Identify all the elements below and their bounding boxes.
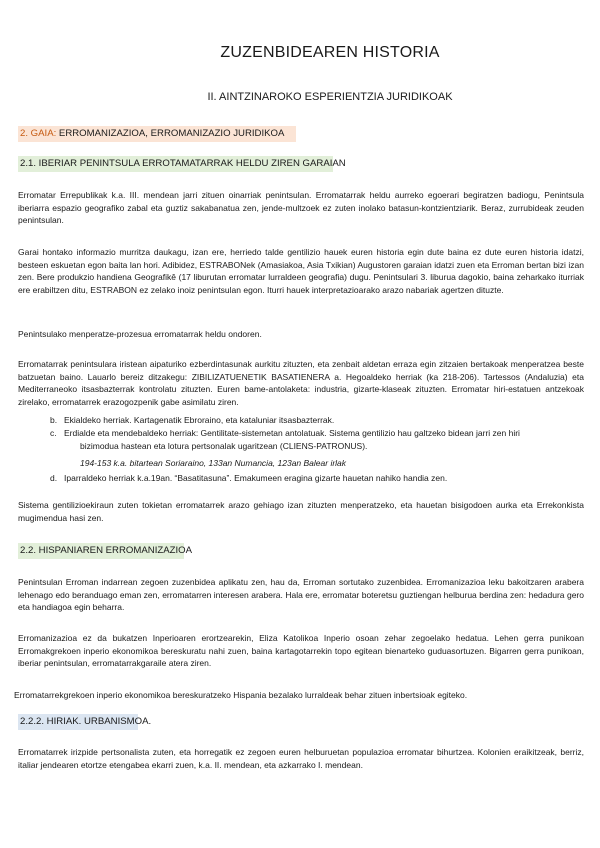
list-item-b — [50, 414, 584, 427]
document-title: ZUZENBIDEAREN HISTORIA — [220, 44, 440, 61]
chapter-text: ERROMANIZAZIOA, ERROMANIZAZIO JURIDIKOA — [56, 128, 285, 139]
list-marker-d: d. — [50, 473, 58, 483]
paragraph-7: Erromanizazioa ez da bukatzen Inperioaren erortzearekin, Eliza Katolikoa Inperio osoan zehar zegoelako hedatua. Lehen gerra punikoan Erromakgrekoen inperio ekonomikoa bereskuratu nahi zuen, baina kartagotarrekin topo egitean bienarteko guduasortuzen. Bigarren gerra punikoan, iberiar penintsulan, erromatarrakgaraile atera ziren. — [18, 633, 584, 669]
list-text-d: Iparraldeko herriak k.a.19an. “Basatitasuna”. Emakumeen eragina gizarte hauetan nahiko handia zen. — [64, 473, 448, 483]
section-heading-2-1: 2.1. IBERIAR PENINTSULA ERROTAMATARRAK HELDU ZIREN GARAIAN — [18, 156, 333, 172]
paragraph-1: Erromatar Errepublikak k.a. III. mendean jarri zituen oinarriak penintsulan. Erromatarrak heldu aurreko egoerari begiratzen badiogu, Penintsula iberiarra espazio geografiko zabal eta guztiz sakabanatua zen, jende-multzoek ez zuten inolako batasun-kontzientziarik. Beraz, zurrubideak zeuden penintsulan. — [18, 190, 584, 226]
paragraph-5: Sistema gentilizioekiraun zuten tokietan erromatarrek arazo gehiago izan zituzten menperatzeko, eta hauetan bisigodoen aurka eta Errekonkista mugimendua hasi zen. — [18, 500, 584, 523]
paragraph-6: Penintsulan Erroman indarrean zegoen zuzenbidea aplikatu zen, hau da, Erroman sortutako zuzenbidea. Erromanizazioa leku bakoitzaren arabera lehenago edo beranduago eman zen, erromatarren interesen arabera. Hala ere, erromatar boteretsu guztiengan helburua berdina zen: hedadura gero eta handiagoa egin beharra. — [18, 577, 584, 613]
list-text-c-line1: Erdialde eta mendebaldeko herriak: Gentilitate-sistemetan antolatuak. Sistema gentilizio hau galtzeko bidean jarri zen hiri — [64, 428, 520, 438]
list-item-d — [50, 472, 584, 485]
document-subtitle: II. AINTZINAROKO ESPERIENTZIA JURIDIKOAK — [207, 91, 453, 103]
list-marker-b: b. — [50, 415, 58, 425]
list-dates-note: 194-153 k.a. bitartean Soriaraino, 133an Numancia, 123an Balear irlak — [80, 458, 347, 468]
paragraph-8: Erromatarrekgrekoen inperio ekonomikoa bereskuratzeko Hispania bezalako lurraldeak behar zituen inbertsioak egiteko. — [14, 690, 468, 700]
paragraph-2: Garai hontako informazio murritza daukagu, izan ere, herriedo talde gentilizio hauek euren historia egin dute baina ez dute euren historia idatzi, besteen eskuetan egon baita lan hori. Adibidez, ESTRABONek (Amasiakoa, Asia Txikian) Augustoren garaian idatzi zuen eta Erroman bertan bizi izan zen. Bere produkzio handiena Geografikê (17 liburutan erromatar lurraldeen geografia) dugu. Penintsulari 3. liburua dagokio, baina zeharkako iturriak ere erabiltzen ditu, ESTRABON ez zelako inoiz penintsulan egon. Iturri hauek interpretazioarako arazo nabariak agertzen dituzte. — [18, 247, 584, 296]
list-marker-c: c. — [50, 428, 57, 438]
section-heading-2-2-2: 2.2.2. HIRIAK. URBANISMOA. — [18, 714, 138, 730]
section-heading-2-2: 2.2. HISPANIAREN ERROMANIZAZIOA — [18, 543, 184, 559]
chapter-heading — [18, 126, 296, 142]
chapter-prefix: 2. GAIA: — [20, 128, 57, 139]
paragraph-9: Erromatarrek irizpide pertsonalista zuten, eta horregatik ez zegoen euren helburuetan populazioa erromatar bihurtzea. Kolonien eraikitzeak, berriz, italiar jendearen etortze etengabea ekarri zuen, k.a. II. mendean, eta azkarrako I. mendean. — [18, 747, 584, 770]
list-text-b: Ekialdeko herriak. Kartagenatik Ebroraino, eta kataluniar itsasbazterrak. — [64, 415, 335, 425]
paragraph-3: Penintsulako menperatze-prozesua erromatarrak heldu ondoren. — [18, 329, 262, 339]
paragraph-4: Erromatarrak penintsulara iristean aipaturiko ezberdintasunak aurkitu zituzten, eta zenbait aldetan erraza egin zitzaien bertakoak menperatzea beste batzuetan baino. Lauarlo bereiz ditzakegu: ZIBILIZATUENETIK BASATIENERA a. Hegoaldeko herriak (ka 218-206). Tartessos (Andaluzia) eta Mediterraneoko itsasbazterrak kontrolatu zituzten. Euren bame-antolaketa: industria, gizarte-klaseak zituzten. Erromatar hiri-estatuen antzekoak zirelako, erromatarrek erazogozpenik gabe asimilatu ziren. — [18, 359, 584, 408]
list-item-c — [50, 427, 590, 440]
list-item-c-continuation: bizimodua hastean eta lotura pertsonalak ugaritzean (CLIENS-PATRONUS). — [80, 441, 368, 451]
